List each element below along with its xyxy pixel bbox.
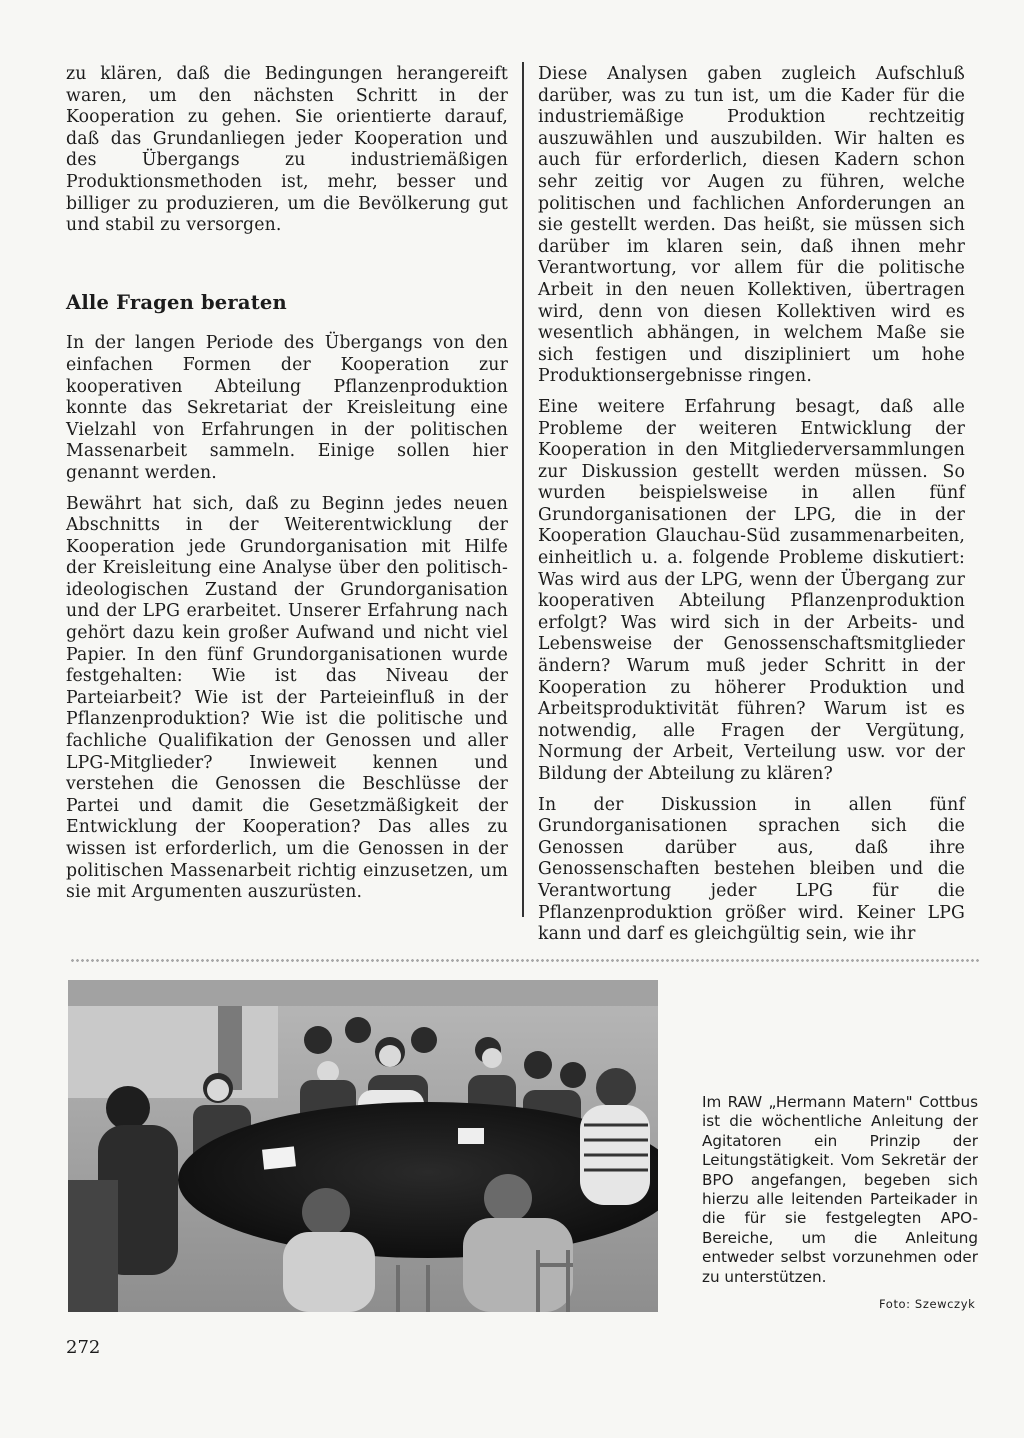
left-column [66,64,508,904]
right-column-paragraph-2: Eine weitere Erfahrung besagt, daß alle Probleme der weiteren Entwicklung der Kooperation in den Mitgliederversammlungen zur Diskussion gestellt werden müssen. So wurden beispielsweise in allen fünf Grundorganisationen der LPG, die in der Kooperation Glauchau-Süd zusammenarbeiten, einheitlich u. a. folgende Probleme diskutiert: Was wird aus der LPG, wenn der Übergang zur kooperativen Abteilung Pflanzenproduktion erfolgt? Was wird sich in der Arbeits- und Lebensweise der Genossenschaftsmitglieder ändern? Warum muß jeder Schritt in der Kooperation zu höherer Produktion und Arbeitsproduktivität führen? Warum ist es notwendig, alle Fragen der Vergütung, Normung der Arbeit, Verteilung usw. vor der Bildung der Abteilung zu klären? [538,396,965,784]
left-column-intro: zu klären, daß die Bedingungen herangereift waren, um den nächsten Schritt in der Kooperation zu gehen. Sie orientierte darauf, daß das Grundanliegen jeder Kooperation und des Übergangs zu industriemäßigen Produktionsmethoden ist, mehr, besser und billiger zu produzieren, um die Bevölkerung gut und stabil zu versorgen. [66,64,508,236]
column-divider [522,62,524,917]
right-column [538,64,965,946]
page-number: 272 [66,1337,101,1358]
left-column-paragraph-2: Bewährt hat sich, daß zu Beginn jedes neuen Abschnitts in der Weiterentwicklung der Kooperation jede Grundorganisation mit Hilfe der Kreisleitung eine Analyse über den politisch-ideologischen Zustand der Grundorganisation und der LPG erarbeitet. Unserer Erfahrung nach gehört dazu kein großer Aufwand und nicht viel Papier. In den fünf Grundorganisationen wurde festgehalten: Wie ist das Niveau der Parteiarbeit? Wie ist der Parteieinfluß in der Pflanzenproduktion? Wie ist die politische und fachliche Qualifikation der Genossen und aller LPG-Mitglieder? Inwieweit kennen und verstehen die Genossen die Beschlüsse der Partei und damit die Gesetzmäßigkeit der Entwicklung der Kooperation? Das alles zu wissen ist erforderlich, um die Genossen in der politischen Massenarbeit richtig einzusetzen, um sie mit Argumenten auszurüsten. [66,493,508,903]
photo-credit: Foto: Szewczyk [879,1297,976,1311]
meeting-photo-illustration [68,980,658,1312]
meeting-photo [68,980,658,1312]
right-column-paragraph-3: In der Diskussion in allen fünf Grundorganisationen sprachen sich die Genossen darüber aus, daß ihre Genossenschaften bestehen bleiben und die Verantwortung jeder LPG für die Pflanzenproduktion größer wird. Keiner LPG kann und darf es gleichgültig sein, wie ihr [538,794,965,945]
dotted-separator [70,958,980,963]
photo-caption: Im RAW „Hermann Matern" Cottbus ist die wöchentliche Anleitung der Agitatoren ein Prinzip der Leitungstätigkeit. Vom Sekretär der BPO angefangen, begeben sich hierzu alle leitenden Parteikader in die für sie festgelegten APO-Bereiche, um die Anleitung entweder selbst vorzunehmen oder zu unterstützen. [702,1093,978,1286]
section-heading: Alle Fragen beraten [66,290,287,314]
left-column-paragraph-1: In der langen Periode des Übergangs von den einfachen Formen der Kooperation zur kooperativen Abteilung Pflanzenproduktion konnte das Sekretariat der Kreisleitung eine Vielzahl von Erfahrungen in der politischen Massenarbeit sammeln. Einige sollen hier genannt werden. [66,333,508,483]
right-column-paragraph-1: Diese Analysen gaben zugleich Aufschluß darüber, was zu tun ist, um die Kader für die industriemäßige Produktion rechtzeitig auszuwählen und auszubilden. Wir halten es auch für erforderlich, diesen Kadern schon sehr zeitig vor Augen zu führen, welche politischen und fachlichen Anforderungen an sie gestellt werden. Das heißt, sie müssen sich darüber im klaren sein, daß ihnen mehr Verantwortung, vor allem für die politische Arbeit in den neuen Kollektiven, übertragen wird, denn von diesen Kollektiven wird es wesentlich abhängen, in welchem Maße sie sich festigen und diszipliniert um hohe Produktionsergebnisse ringen. [538,64,965,387]
